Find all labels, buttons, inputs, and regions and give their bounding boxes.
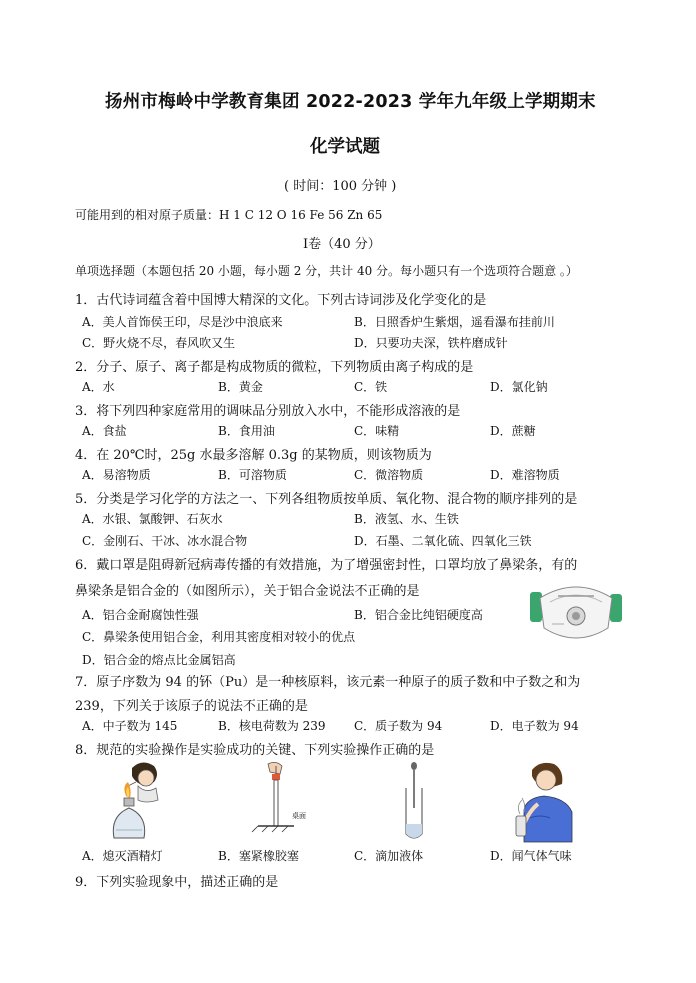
q5-option-c: C．金刚石、干冰、冰水混合物 <box>82 534 248 548</box>
q8-option-b: B．塞紧橡胶塞 <box>218 849 299 863</box>
q2-option-d: D．氯化钠 <box>490 380 548 394</box>
q8-option-a: A．熄灭酒精灯 <box>82 849 163 863</box>
q5-stem: 5．分类是学习化学的方法之一、下列各组物质按单质、氧化物、混合物的顺序排列的是 <box>75 492 578 507</box>
q6-option-b: B．铝合金比纯铝硬度高 <box>354 608 483 622</box>
exam-title: 扬州市梅岭中学教育集团 2022-2023 学年九年级上学期期末 <box>105 92 596 112</box>
q6-stem-line2: 鼻梁条是铝合金的（如图所示），关于铝合金说法不正确的是 <box>75 584 420 599</box>
q3-option-a: A．食盐 <box>82 424 127 438</box>
q1-stem: 1．古代诗词蕴含着中国博大精深的文化。下列古诗词涉及化学变化的是 <box>75 293 487 308</box>
exam-subject: 化学试题 <box>310 137 380 157</box>
q4-option-b: B．可溶物质 <box>218 468 287 482</box>
q5-option-a: A．水银、氯酸钾、石灰水 <box>82 512 223 526</box>
q8-option-c: C．滴加液体 <box>354 849 424 863</box>
dropper-test-tube-image <box>398 760 430 842</box>
q9-stem: 9．下列实验现象中，描述正确的是 <box>75 875 279 890</box>
desk-label: 桌面 <box>292 812 306 820</box>
instructions: 单项选择题（本题包括 20 小题，每小题 2 分，共计 40 分。每小题只有一个选项符合题意 。） <box>75 264 578 278</box>
q1-option-d: D．只要功夫深，铁杵磨成针 <box>354 336 508 350</box>
q7-stem-line2: 239，下列关于该原子的说法不正确的是 <box>75 699 308 714</box>
q1-option-b: B．日照香炉生紫烟，遥看瀑布挂前川 <box>354 315 555 329</box>
q7-option-c: C．质子数为 94 <box>354 719 443 733</box>
q7-option-a: A．中子数为 145 <box>82 719 178 733</box>
smell-gas-image <box>510 758 582 844</box>
q4-stem: 4．在 20℃时，25g 水最多溶解 0.3g 的某物质，则该物质为 <box>75 448 432 463</box>
atomic-mass-line: 可能用到的相对原子质量：H 1 C 12 O 16 Fe 56 Zn 65 <box>75 208 383 222</box>
q4-option-c: C．微溶物质 <box>354 468 424 482</box>
q2-option-a: A．水 <box>82 380 115 394</box>
q3-option-b: B．食用油 <box>218 424 275 438</box>
q7-option-b: B．核电荷数为 239 <box>218 719 326 733</box>
alcohol-lamp-blow-image <box>102 760 174 842</box>
q2-stem: 2．分子、原子、离子都是构成物质的微粒，下列物质由离子构成的是 <box>75 360 474 375</box>
q3-option-c: C．味精 <box>354 424 400 438</box>
q7-stem-line1: 7．原子序数为 94 的钚（Pu）是一种核原料，该元素一种原子的质子数和中子数之和为 <box>75 675 581 690</box>
q5-option-d: D．石墨、二氧化硫、四氧化三铁 <box>354 534 532 548</box>
q2-option-c: C．铁 <box>354 380 388 394</box>
q4-option-d: D．难溶物质 <box>490 468 560 482</box>
q6-option-d: D．铝合金的熔点比金属铝高 <box>82 653 236 667</box>
q4-option-a: A．易溶物质 <box>82 468 151 482</box>
q7-option-d: D．电子数为 94 <box>490 719 579 733</box>
q8-stem: 8．规范的实验操作是实验成功的关键、下列实验操作正确的是 <box>75 743 435 758</box>
face-mask-image <box>528 578 624 644</box>
q5-option-b: B．液氢、水、生铁 <box>354 512 459 526</box>
q3-stem: 3．将下列四种家庭常用的调味品分别放入水中，不能形成溶液的是 <box>75 404 461 419</box>
q8-option-d: D．闻气体气味 <box>490 849 572 863</box>
q1-option-c: C．野火烧不尽，春风吹又生 <box>82 336 236 350</box>
q2-option-b: B．黄金 <box>218 380 263 394</box>
part-one-heading: Ⅰ卷（40 分） <box>303 237 381 252</box>
rubber-stopper-image <box>250 760 314 842</box>
q1-option-a: A．美人首饰侯王印，尽是沙中浪底来 <box>82 315 283 329</box>
q6-option-c: C．鼻梁条使用铝合金，利用其密度相对较小的优点 <box>82 630 356 644</box>
q3-option-d: D．蔗糖 <box>490 424 536 438</box>
q6-stem-line1: 6．戴口罩是阻碍新冠病毒传播的有效措施，为了增强密封性，口罩均放了鼻梁条，有的 <box>75 558 578 573</box>
exam-time: ( 时间：100 分钟 ) <box>284 179 397 194</box>
q6-option-a: A．铝合金耐腐蚀性强 <box>82 608 199 622</box>
